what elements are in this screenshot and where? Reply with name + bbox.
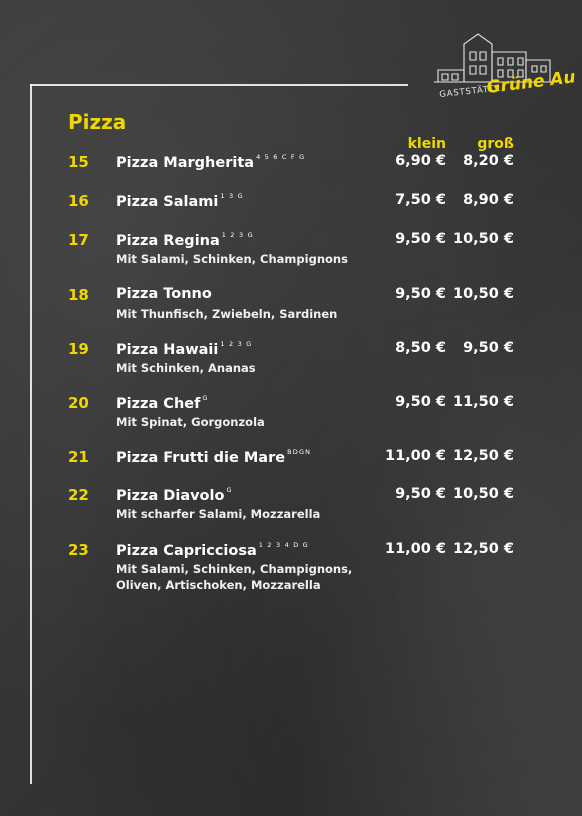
item-name-line — [116, 153, 305, 171]
item-number: 19 — [68, 340, 89, 358]
item-name: Pizza Margherita — [116, 155, 255, 171]
price-small: 8,50 € — [395, 340, 446, 356]
item-number: 22 — [68, 486, 89, 504]
frame-vertical-line — [30, 84, 32, 784]
item-number: 16 — [68, 192, 89, 210]
item-description: Mit Spinat, Gorgonzola — [116, 415, 265, 429]
price-small: 11,00 € — [384, 448, 446, 464]
item-allergens: 1 2 3 G — [221, 231, 254, 239]
item-description: Mit scharfer Salami, Mozzarella — [116, 507, 321, 521]
section-title: Pizza — [68, 110, 127, 134]
item-name-line — [116, 486, 233, 504]
price-large: 11,50 € — [452, 394, 514, 410]
item-name-line — [116, 448, 311, 466]
item-number: 21 — [68, 448, 89, 466]
item-name: Pizza Diavolo — [116, 488, 225, 504]
item-number: 15 — [68, 153, 89, 171]
item-number: 20 — [68, 394, 89, 412]
item-name-line — [116, 394, 209, 412]
item-allergens: 1 3 G — [220, 192, 244, 200]
item-description: Mit Salami, Schinken, Champignons, Oliven, Artischoken, Mozzarella — [116, 562, 353, 592]
item-description: Mit Thunfisch, Zwiebeln, Sardinen — [116, 307, 338, 321]
price-small: 6,90 € — [395, 153, 446, 169]
price-small: 9,50 € — [395, 286, 446, 302]
item-allergens: 4 5 6 C F G — [256, 153, 306, 161]
item-name: Pizza Chef — [116, 396, 201, 412]
item-number: 23 — [68, 541, 89, 559]
item-name: Pizza Frutti die Mare — [116, 450, 286, 466]
price-large: 9,50 € — [463, 340, 514, 356]
frame-horizontal-line — [30, 84, 408, 86]
item-allergens: G — [226, 486, 233, 494]
item-name-line — [116, 541, 309, 559]
logo-small-text: GASTSTÄTTE — [438, 83, 502, 100]
item-allergens: 1 2 3 G — [220, 340, 253, 348]
item-name: Pizza Capricciosa — [116, 543, 257, 559]
price-small: 9,50 € — [395, 394, 446, 410]
item-name-line — [116, 286, 212, 302]
item-name: Pizza Regina — [116, 233, 220, 249]
item-description: Mit Schinken, Ananas — [116, 361, 256, 375]
logo-name: Grüne Au — [485, 67, 577, 98]
item-allergens: 1 2 3 4 D G — [258, 541, 309, 549]
item-description: Mit Salami, Schinken, Champignons — [116, 252, 348, 266]
price-small: 9,50 € — [395, 486, 446, 502]
item-number: 17 — [68, 231, 89, 249]
price-large: 10,50 € — [452, 231, 514, 247]
price-large: 10,50 € — [452, 286, 514, 302]
item-name: Pizza Tonno — [116, 286, 212, 302]
item-number: 18 — [68, 286, 89, 304]
item-name-line — [116, 340, 252, 358]
price-large: 8,90 € — [463, 192, 514, 208]
price-small: 7,50 € — [395, 192, 446, 208]
size-label-large: groß — [477, 136, 514, 152]
price-large: 12,50 € — [452, 541, 514, 557]
price-small: 11,00 € — [384, 541, 446, 557]
item-name: Pizza Hawaii — [116, 342, 219, 358]
price-large: 10,50 € — [452, 486, 514, 502]
item-allergens: BDGN — [287, 448, 312, 456]
size-label-small: klein — [407, 136, 446, 152]
item-name-line — [116, 231, 254, 249]
item-allergens: G — [202, 394, 209, 402]
restaurant-logo — [434, 30, 577, 110]
item-name-line — [116, 192, 244, 210]
price-small: 9,50 € — [395, 231, 446, 247]
price-large: 12,50 € — [452, 448, 514, 464]
item-name: Pizza Salami — [116, 194, 219, 210]
price-large: 8,20 € — [463, 153, 514, 169]
